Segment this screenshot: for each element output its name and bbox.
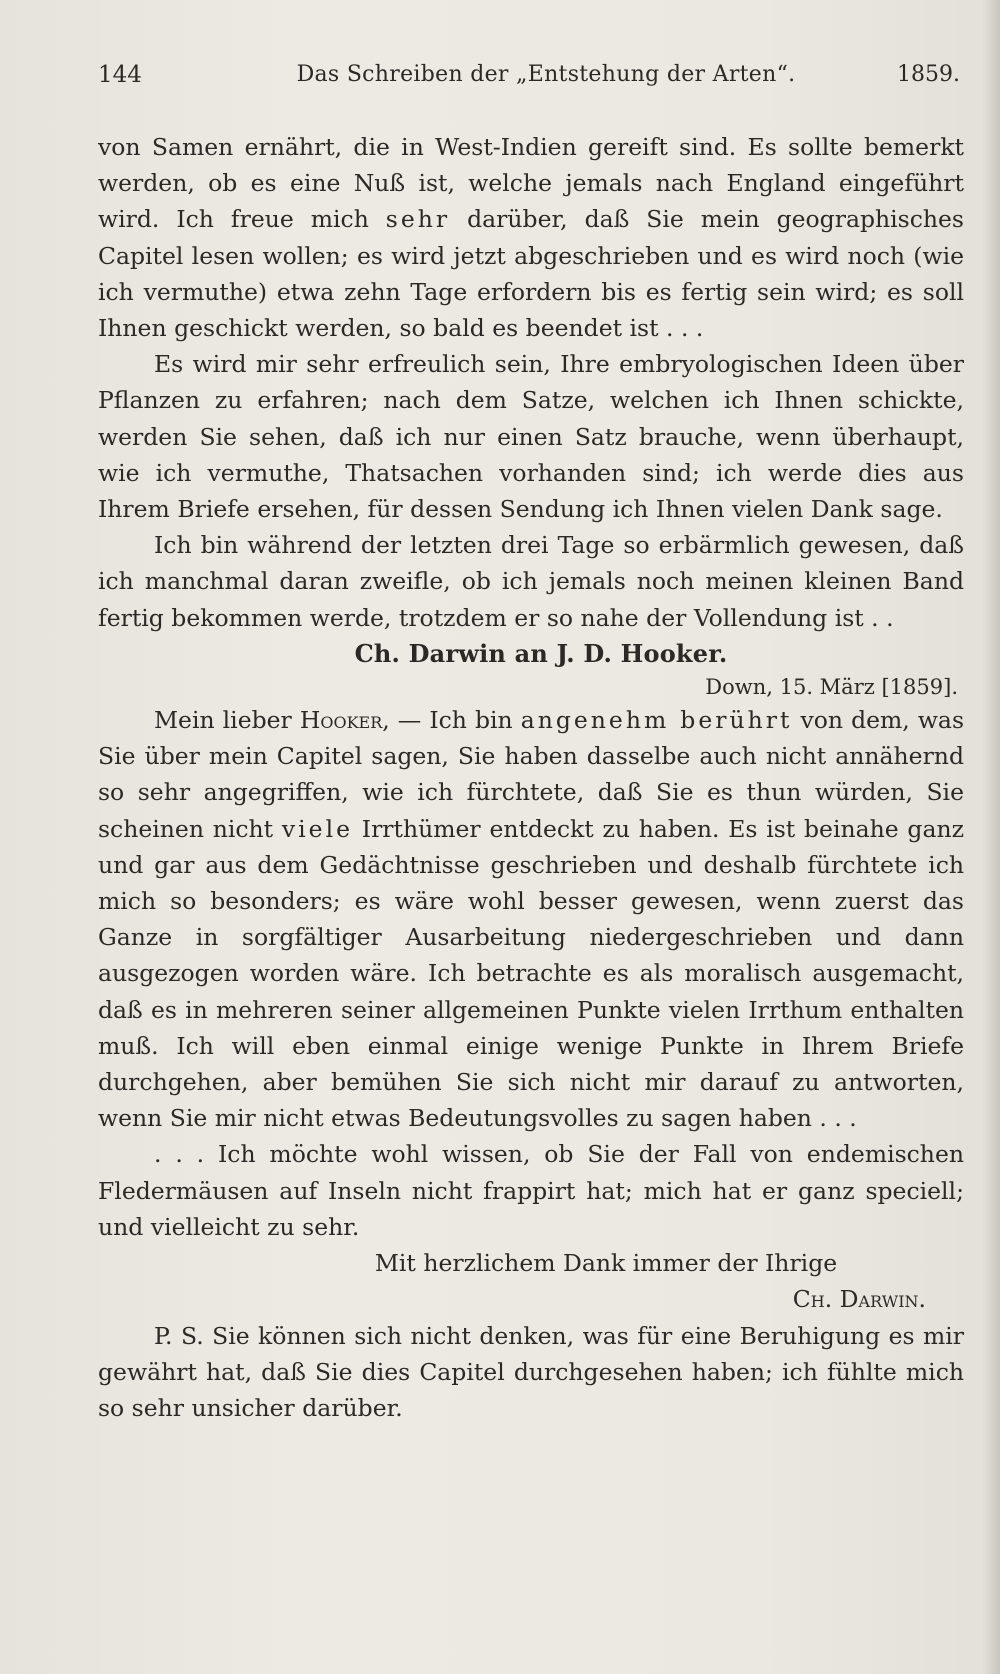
- letter-closing: Mit herzlichem Dank immer der Ihrige: [374, 1249, 838, 1278]
- body-text: [98, 129, 964, 1426]
- text-run: Irrthümer entdeckt zu haben. Es ist beinahe ganz und gar aus dem Gedächtnisse geschrieben und deshalb fürchtete ich mich so besonders; es wäre wohl besser gewesen, wenn zuerst das Ganze in sorgfältiger Ausarbeitung niedergeschrieben und dann ausgezogen worden wäre. Ich betrachte es als moralisch ausgemacht, daß es in mehreren seiner allgemeinen Punkte vielen Irrthum enthalten muß. Ich will eben einmal einige wenige Punkte in Ihrem Briefe durchgehen, aber bemühen Sie sich nicht mir darauf zu antworten, wenn Sie mir nicht etwas Bedeutungsvolles zu sagen haben . . .: [98, 814, 964, 1133]
- text-run: von dem, was Sie über mein Capitel sagen, Sie haben dasselbe auch nicht annähernd so sehr angegriffen, wie ich fürchtete, daß Sie es thun würden, Sie scheinen nicht: [98, 706, 965, 843]
- running-title: Das Schreiben der „Entstehung der Arten“.: [296, 62, 796, 87]
- paragraph-bats: . . . Ich möchte wohl wissen, ob Sie der Fall von endemischen Fledermäusen auf Inseln nicht frappirt hat; mich hat er ganz speciell; und vielleicht zu sehr.: [98, 1140, 964, 1241]
- paragraph-letter-body: [98, 702, 964, 1136]
- text-run: Mein lieber: [154, 706, 300, 735]
- paragraph-continuation: [98, 129, 964, 346]
- header-year: 1859.: [897, 62, 960, 87]
- running-header: [98, 62, 964, 98]
- paragraph-postscript: P. S. Sie können sich nicht denken, was für eine Beruhigung es mir gewährt hat, daß Sie dies Capitel durchgesehen haben; ich fühlte mich so sehr unsicher darüber.: [98, 1321, 964, 1422]
- letter-heading: Ch. Darwin an J. D. Hooker.: [354, 638, 728, 668]
- text-run: , — Ich bin: [382, 706, 521, 735]
- page-number: 144: [98, 62, 142, 88]
- letter-signature: Ch. Darwin.: [792, 1285, 926, 1314]
- text-run: von Samen ernährt, die in West-Indien gereift sind. Es sollte bemerkt werden, ob es eine Nuß ist, welche jemals nach England eingeführt wird. Ich freue mich: [98, 133, 964, 234]
- recipient-name: Hooker: [299, 706, 383, 735]
- text-run: darüber, daß Sie mein geographisches Capitel lesen wollen; es wird jetzt abgeschrieben und es wird noch (wie ich vermuthe) etwa zehn Tage erfordern bis es fertig sein wird; es soll Ihnen geschickt werden, so bald es beendet ist . . .: [98, 205, 964, 343]
- emphasis-text: angenehm berührt: [520, 706, 793, 735]
- emphasis-text: viele: [281, 814, 354, 843]
- page-edge-shadow: [982, 0, 1000, 1674]
- emphasis-text: sehr: [385, 205, 451, 234]
- letter-dateline: Down, 15. März [1859].: [705, 675, 958, 700]
- paragraph-embryology: Es wird mir sehr erfreulich sein, Ihre embryologischen Ideen über Pflanzen zu erfahren; nach dem Satze, welchen ich Ihnen schickte, werden Sie sehen, daß ich nur einen Satz brauche, wenn überhaupt, wie ich vermuthe, Thatsachen vorhanden sind; ich werde dies aus Ihrem Briefe ersehen, für dessen Sendung ich Ihnen vielen Dank sage.: [98, 350, 964, 524]
- paragraph-illness: Ich bin während der letzten drei Tage so erbärmlich gewesen, daß ich manchmal daran zweifle, ob ich jemals noch meinen kleinen Band fertig bekommen werde, trotzdem er so nahe der Vollendung ist . .: [98, 531, 964, 632]
